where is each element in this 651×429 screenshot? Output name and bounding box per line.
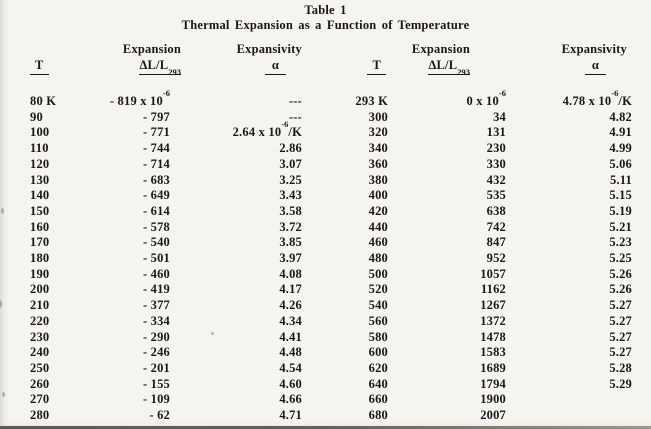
table-cell: 240	[30, 345, 50, 360]
table-cell: 3.97	[279, 251, 302, 266]
table-cell: 360	[368, 156, 388, 171]
table-cell: - 797	[142, 109, 170, 124]
table-cell: 432	[486, 172, 506, 187]
table-body	[28, 87, 632, 424]
table-cell: 5.19	[609, 203, 632, 218]
table-cell: 293 K	[355, 94, 388, 108]
table-row	[28, 204, 632, 220]
column-header-expansivity-left: Expansivity	[236, 42, 302, 56]
table-cell: - 501	[142, 251, 170, 266]
table-cell: 5.27	[609, 298, 632, 313]
table-cell: 4.91	[609, 125, 632, 140]
table-cell: 3.72	[279, 219, 302, 234]
table-number: Table 1	[304, 3, 347, 17]
table-cell: - 578	[142, 219, 170, 234]
column-header-delta-l-right: $\Delta L/L_{293}$	[428, 58, 470, 77]
table-row	[28, 110, 632, 126]
table-cell: 640	[368, 376, 388, 391]
table-cell: 520	[368, 282, 388, 297]
table-cell: 4.41	[279, 329, 302, 344]
table-cell: 540	[368, 298, 388, 313]
table-cell: 4.60	[279, 376, 302, 391]
table-cell: 1583	[480, 345, 506, 360]
table-cell: - 201	[142, 360, 170, 375]
table-cell: 1689	[480, 360, 506, 375]
table-cell: 1057	[480, 266, 506, 281]
column-header-temperature-right: T	[367, 57, 386, 75]
table-cell: - 744	[142, 141, 170, 156]
table-cell: 140	[30, 188, 50, 203]
table-cell: 5.06	[609, 156, 632, 171]
table-row	[28, 267, 632, 283]
table-cell: 4.26	[279, 298, 302, 313]
column-header-delta-l-left: $\Delta L/L_{293}$	[139, 58, 181, 77]
column-header-expansion-right: Expansion	[411, 42, 470, 56]
table-cell: 4.48	[279, 345, 302, 360]
thermal-expansion-table	[28, 42, 632, 424]
table-cell: - 714	[142, 156, 170, 171]
table-cell: 3.25	[279, 172, 302, 187]
table-row	[28, 345, 632, 361]
table-cell: 400	[368, 188, 388, 203]
table-cell: - 540	[142, 235, 170, 250]
table-row	[28, 220, 632, 236]
table-cell: ---	[288, 94, 302, 108]
table-cell: 130	[30, 172, 50, 187]
table-cell: 560	[368, 313, 388, 328]
table-cell: 680	[368, 408, 388, 423]
table-cell: 5.27	[609, 329, 632, 344]
table-cell: 420	[368, 203, 388, 218]
table-cell: - 419	[142, 282, 170, 297]
table-cell: 380	[368, 172, 388, 187]
table-row	[28, 141, 632, 157]
table-cell: 4.82	[609, 109, 632, 124]
table-cell: - 460	[142, 266, 170, 281]
table-cell: 170	[30, 235, 50, 250]
column-header-alpha-left: α	[265, 57, 286, 75]
table-cell: 5.26	[609, 266, 632, 281]
table-cell: 3.07	[279, 156, 302, 171]
table-row	[28, 314, 632, 330]
scan-artifact	[0, 300, 2, 308]
table-cell: 580	[368, 329, 388, 344]
scan-artifact	[211, 332, 214, 335]
table-cell: 3.85	[279, 235, 302, 250]
table-cell: 190	[30, 266, 50, 281]
table-cell: 110	[30, 141, 49, 156]
table-cell: 1794	[480, 376, 506, 391]
table-cell: 4.99	[609, 141, 632, 156]
table-row	[28, 330, 632, 346]
table-row	[28, 94, 632, 110]
table-cell: 2.64 x $10^{-6}/K$	[232, 119, 302, 140]
table-cell: 1267	[480, 298, 506, 313]
table-cell: 200	[30, 282, 50, 297]
table-cell: 90	[30, 109, 43, 124]
header-row-symbols	[28, 57, 632, 94]
table-cell: 1900	[480, 392, 506, 407]
table-row	[28, 392, 632, 408]
page-title: Thermal Expansion as a Function of Temperature	[181, 18, 470, 32]
table-cell: 4.71	[279, 408, 302, 423]
table-header	[28, 42, 632, 94]
table-cell: 280	[30, 408, 50, 423]
table-cell: 230	[30, 329, 50, 344]
table-cell: 480	[368, 251, 388, 266]
table-row	[28, 361, 632, 377]
table-cell: 1372	[480, 313, 506, 328]
table-cell: 4.66	[279, 392, 302, 407]
table-cell: 5.25	[609, 251, 632, 266]
column-header-alpha-right: α	[585, 57, 606, 75]
table-cell: 120	[30, 156, 50, 171]
table-cell: 847	[486, 235, 506, 250]
table-cell: 3.43	[279, 188, 302, 203]
table-cell: 1478	[480, 329, 506, 344]
table-cell: 4.17	[279, 282, 302, 297]
table-cell: 80 K	[30, 94, 57, 108]
table-cell: 131	[486, 125, 506, 140]
table-cell: 150	[30, 203, 50, 218]
table-row	[28, 157, 632, 173]
table-cell: 320	[368, 125, 388, 140]
table-cell: 270	[30, 392, 50, 407]
table-cell: 638	[486, 203, 506, 218]
table-cell: 440	[368, 219, 388, 234]
table-row	[28, 298, 632, 314]
table-cell: 660	[368, 392, 388, 407]
table-cell: ---	[288, 109, 302, 124]
table-cell	[506, 392, 632, 408]
table-cell: 3.58	[279, 203, 302, 218]
table-cell: - 246	[142, 345, 170, 360]
table-cell: 5.21	[609, 219, 632, 234]
column-header-expansion-left: Expansion	[122, 42, 181, 56]
table-row	[28, 125, 632, 141]
table-cell: 260	[30, 376, 50, 391]
table-cell: 180	[30, 251, 50, 266]
table-cell: 160	[30, 219, 50, 234]
table-cell: 5.15	[609, 188, 632, 203]
table-row	[28, 408, 632, 424]
table-cell: 100	[30, 125, 50, 140]
table-cell: - 771	[142, 125, 170, 140]
table-cell: 5.29	[609, 376, 632, 391]
table-cell: - 334	[142, 313, 170, 328]
table-cell: - 377	[142, 298, 170, 313]
table-cell: 742	[486, 219, 506, 234]
header-row-labels	[28, 42, 632, 57]
table-cell: 535	[486, 188, 506, 203]
table-cell: 500	[368, 266, 388, 281]
table-caption	[0, 0, 651, 33]
table-cell: 5.27	[609, 345, 632, 360]
table-cell	[506, 408, 632, 424]
table-cell: 600	[368, 345, 388, 360]
table-row	[28, 282, 632, 298]
table-cell: 4.54	[279, 360, 302, 375]
column-header-expansivity-right: Expansivity	[561, 42, 627, 56]
table-cell: 34	[493, 109, 506, 124]
table-cell: 2007	[480, 408, 506, 423]
table-cell: 210	[30, 298, 50, 313]
table-cell: 340	[368, 141, 388, 156]
table-row	[28, 251, 632, 267]
table-cell: 5.28	[609, 360, 632, 375]
table-cell: 5.26	[609, 282, 632, 297]
table-row	[28, 173, 632, 189]
table-cell: - 819 x $10^{-6}$	[109, 87, 170, 108]
table-cell: - 62	[149, 408, 170, 423]
table-cell: - 109	[142, 392, 170, 407]
table-cell: 4.34	[279, 313, 302, 328]
table-cell: 5.23	[609, 235, 632, 250]
table-row	[28, 235, 632, 251]
table-cell: - 155	[142, 376, 170, 391]
table-cell: 4.08	[279, 266, 302, 281]
scan-artifact	[1, 208, 4, 214]
table-cell: - 290	[142, 329, 170, 344]
table-cell: 230	[486, 141, 506, 156]
table-cell: 220	[30, 313, 50, 328]
table-cell: 1162	[480, 282, 506, 297]
table-cell: 250	[30, 360, 50, 375]
column-header-temperature-left: T	[30, 57, 49, 75]
table-cell: 300	[368, 109, 388, 124]
scan-artifact	[2, 392, 5, 397]
table-cell: 460	[368, 235, 388, 250]
table-cell: 5.27	[609, 313, 632, 328]
table-row	[28, 377, 632, 393]
table-cell: 4.78 x $10^{-6}/K$	[562, 87, 632, 108]
table-cell: 2.86	[279, 141, 302, 156]
table-cell: - 683	[142, 172, 170, 187]
table-cell: - 614	[142, 203, 170, 218]
table-cell: 952	[486, 251, 506, 266]
table-cell: 620	[368, 360, 388, 375]
table-cell: 5.11	[610, 172, 632, 187]
table-row	[28, 188, 632, 204]
table-cell: - 649	[142, 188, 170, 203]
table-cell: 330	[486, 156, 506, 171]
table-cell: 0 x $10^{-6}$	[466, 87, 506, 108]
